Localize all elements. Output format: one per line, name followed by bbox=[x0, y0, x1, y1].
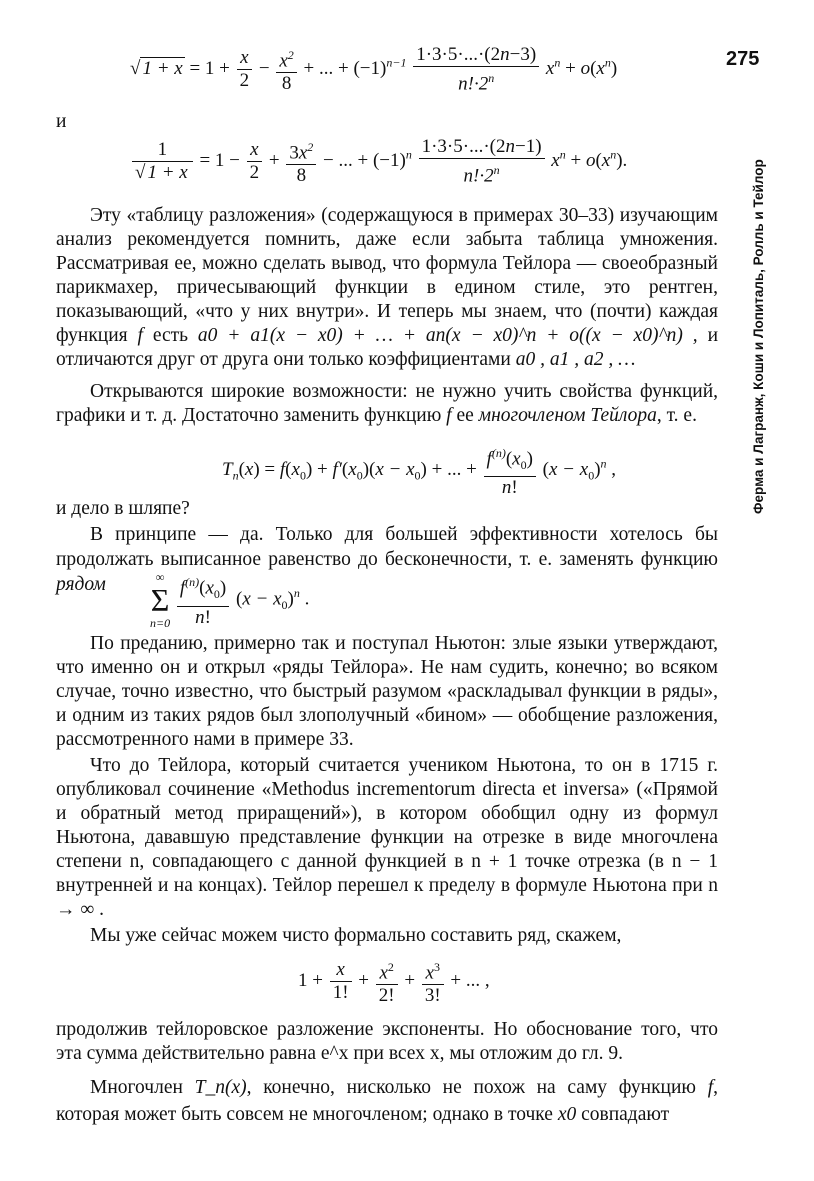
paragraph-2: Открываются широкие возможности: не нужно учить свойства функций, графики и т. д. Достаточно заменить функцию f ее многочленом Тейлора, т. е. bbox=[56, 381, 718, 426]
paragraph-7: продолжив тейлоровское разложение экспоненты. Но обоснование того, что эта сумма действительно равна e^x при всех x, мы отложим до гл. 9. bbox=[56, 1019, 718, 1064]
paragraph-4: По преданию, примерно так и поступал Ньютон: злые языки утверждают, что именно он и открыл «ряды Тейлора». Не нам судить, конечно; во всяком случае, точно известно, что быстрый разумом «раскладывал функции в ряды», и одним из таких рядов был злополучный «бином» — обобщение разложения, рассмотренного нами в примере 33. bbox=[56, 633, 718, 750]
page-number: 275 bbox=[726, 48, 760, 70]
paragraph-6: Мы уже сейчас можем чисто формально составить ряд, скажем, bbox=[90, 925, 622, 946]
paragraph-1: Эту «таблицу разложения» (содержащуюся в примерах 30–33) изучающим анализ рекомендуется помнить, даже если забыта таблица умножения. Рассматривая ее, можно сделать вывод, что формула Тейлора — своеобразный парикмахер, причесывающий функции в едином стиле, это рентген, показывающий, «что у них внутри». И теперь мы знаем, что (почти) каждая функция f есть a0 + a1(x − x0) + … + an(x − x0)^n + o((x − x0)^n) , и отличаются друг от друга они только коэффициентами a0 , a1 , a2 , … bbox=[56, 205, 718, 370]
paragraph-5: Что до Тейлора, который считается учеником Ньютона, то он в 1715 г. опубликовал сочинение «Methodus incrementorum directa et inversa» («Прямой и обратный метод приращений»), в котором обобщил одну из формул Ньютона, дававшую представление функции на отрезке в виде многочлена степени n, совпадающего с данной функцией в n + 1 точке отрезка (в n − 1 внутренней и на концах). Тейлор перешел к пределу в формуле Ньютона при n → ∞ . bbox=[56, 755, 718, 920]
formula-inv-sqrt-expansion: $\frac{1}{√ 1 + x}$ = 1 − $\frac{x}{2}$ + $\frac{3x^2}{8}$ − ... + $(-1)^n$ $\frac{1\cdot 3\cdot 5\cdot...\cdot(2n-1)}{n!\cdot 2^n}$ $x^n + o(x^n)$. bbox=[130, 136, 627, 187]
paragraph-8: Многочлен T_n(x), конечно, нисколько не похож на саму функцию f, которая может быть совсем не многочленом; однако в точке x0 совпадают bbox=[56, 1077, 718, 1125]
formula-taylor-polynomial: $T_n(x) = f(x_0) + f'(x_0)(x - x_0)$ + ... + $\frac{f^{(n)}(x_0)}{n!}$ $(x - x_0)^n$ , bbox=[222, 442, 616, 499]
conjunction: и bbox=[56, 111, 67, 132]
formula-taylor-series: ∞ Σ n=0 $\frac{f^{(n)}(x_0)}{n!}$ $(x - x_0)^n$ . bbox=[150, 570, 310, 630]
paragraph-2-after: и дело в шляпе? bbox=[56, 498, 190, 519]
poly-general: a0 + a1(x − x0) + … + an(x − x0)^n + o((x − x0)^n) , bbox=[197, 325, 698, 346]
running-head: Ферма и Лагранж, Коши и Лопиталь, Ролль и Тейлор bbox=[751, 159, 766, 514]
formula-exp-series: 1 + $\frac{x}{1!}$ + $\frac{x^2}{2!}$ + $\frac{x^3}{3!}$ + ... , bbox=[298, 956, 490, 1007]
formula-sqrt-expansion: √ 1 + x = 1 + $\frac{x}{2}$ − $\frac{x^2}{8}$ + ... + $(-1)^{n-1}$ $\frac{1\cdot 3\cdot 5\cdot...\cdot(2n-3)}{n!\cdot 2^n}$ $x^n + o(x^n)$ bbox=[130, 44, 618, 95]
paragraph-3: В принципе — да. Только для большей эффективности хотелось бы продолжать выписанное равенство до бесконечности, т. е. заменять функцию рядом bbox=[56, 524, 718, 595]
